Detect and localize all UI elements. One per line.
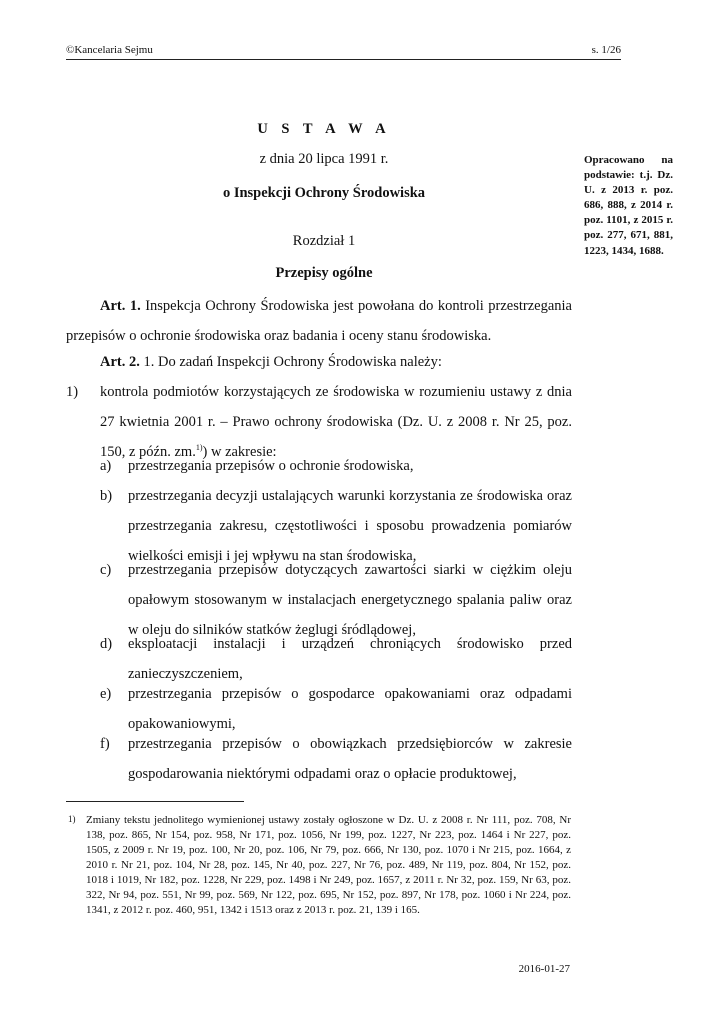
sub-item-text: przestrzegania przepisów dotyczących zawartości siarki w ciężkim oleju opałowym stosowanym w instalacjach energetycznego spalania paliw oraz w oleju do silników statków żeglugi śródlądowej,	[128, 562, 572, 638]
footer-date: 2016-01-27	[518, 963, 570, 975]
header-publisher: ©Kancelaria Sejmu	[66, 44, 153, 56]
footnote-rule	[66, 801, 244, 802]
sub-item-text: eksploatacji instalacji i urządzeń chroniących środowisko przed zanieczyszczeniem,	[128, 636, 572, 682]
list-item-number: 1)	[66, 384, 79, 400]
sub-item-letter: a)	[100, 458, 112, 474]
article-1	[66, 292, 572, 352]
footnote-reference[interactable]: 1)	[195, 442, 203, 452]
sub-item-text: przestrzegania przepisów o obowiązkach przedsiębiorców w zakresie gospodarowania niektórymi odpadami oraz o opłacie produktowej,	[128, 736, 572, 782]
header-rule	[66, 59, 621, 60]
list-item-text: kontrola podmiotów korzystających ze środowiska w rozumieniu ustawy z dnia 27 kwietnia 2001 r. – Prawo ochrony środowiska (Dz. U. z 2008 r. Nr 25, poz. 150, z późn. zm.$^{1)}$) w zakresie:	[100, 384, 572, 460]
sub-item-letter: e)	[100, 686, 112, 702]
sub-item-letter: f)	[100, 736, 110, 752]
sub-item-text: przestrzegania decyzji ustalających warunki korzystania ze środowiska oraz przestrzegania zakresu, częstotliwości i sposobu prowadzenia pomiarów wielkości emisji i jej wpływu na stan środowiska,	[128, 488, 572, 564]
sub-item-text: przestrzegania przepisów o gospodarce opakowaniami oraz odpadami opakowaniowymi,	[128, 686, 572, 732]
article-1-label: Art. 1.	[100, 298, 141, 314]
footnote-text: Zmiany tekstu jednolitego wymienionej ustawy zostały ogłoszone w Dz. U. z 2008 r. Nr 111, poz. 708, Nr 138, poz. 865, Nr 154, poz. 958, Nr 171, poz. 1056, Nr 199, poz. 1227, Nr 223, poz. 1464 i Nr 227, poz. 1505, z 2009 r. Nr 19, poz. 100, Nr 20, poz. 106, Nr 79, poz. 666, Nr 130, poz. 1070 i Nr 215, poz. 1664, z 2010 r. Nr 21, poz. 104, Nr 28, poz. 145, Nr 40, poz. 227, Nr 76, poz. 489, Nr 119, poz. 804, Nr 152, poz. 1018 i 1019, Nr 182, poz. 1228, Nr 229, poz. 1498 i Nr 249, poz. 1657, z 2011 r. Nr 32, poz. 159, Nr 63, poz. 322, Nr 94, poz. 551, Nr 99, poz. 569, Nr 122, poz. 695, Nr 152, poz. 897, Nr 178, poz. 1060 i Nr 224, poz. 1341, z 2012 r. poz. 460, 951, 1342 i 1513 oraz z 2013 r. poz. 21, 139 i 165.	[86, 814, 571, 916]
sub-item-letter: b)	[100, 488, 113, 504]
article-2-text: 1. Do zadań Inspekcji Ochrony Środowiska należy:	[143, 354, 442, 370]
article-1-text: Inspekcja Ochrony Środowiska jest powołana do kontroli przestrzegania przepisów o ochronie środowiska oraz badania i oceny stanu środowiska.	[66, 298, 572, 344]
page-number: s. 1/26	[591, 44, 621, 56]
document-subject: o Inspekcji Ochrony Środowiska	[222, 185, 426, 201]
chapter-number: Rozdział 1	[292, 233, 356, 249]
document-date: z dnia 20 lipca 1991 r.	[259, 151, 389, 167]
article-2	[66, 348, 572, 378]
sub-item-text: przestrzegania przepisów o ochronie środowiska,	[128, 458, 414, 474]
sub-item-letter: c)	[100, 562, 112, 578]
margin-note: Opracowano na podstawie: t.j. Dz. U. z 2013 r. poz. 686, 888, z 2014 r. poz. 1101, z 2015 r. poz. 277, 671, 881, 1223, 1434, 1688.	[584, 154, 673, 257]
document-title: U S T A W A	[257, 121, 391, 137]
chapter-title: Przepisy ogólne	[275, 265, 373, 281]
footnote-mark: 1)	[68, 814, 76, 824]
sub-item-letter: d)	[100, 636, 113, 652]
article-2-label: Art. 2.	[100, 354, 140, 370]
